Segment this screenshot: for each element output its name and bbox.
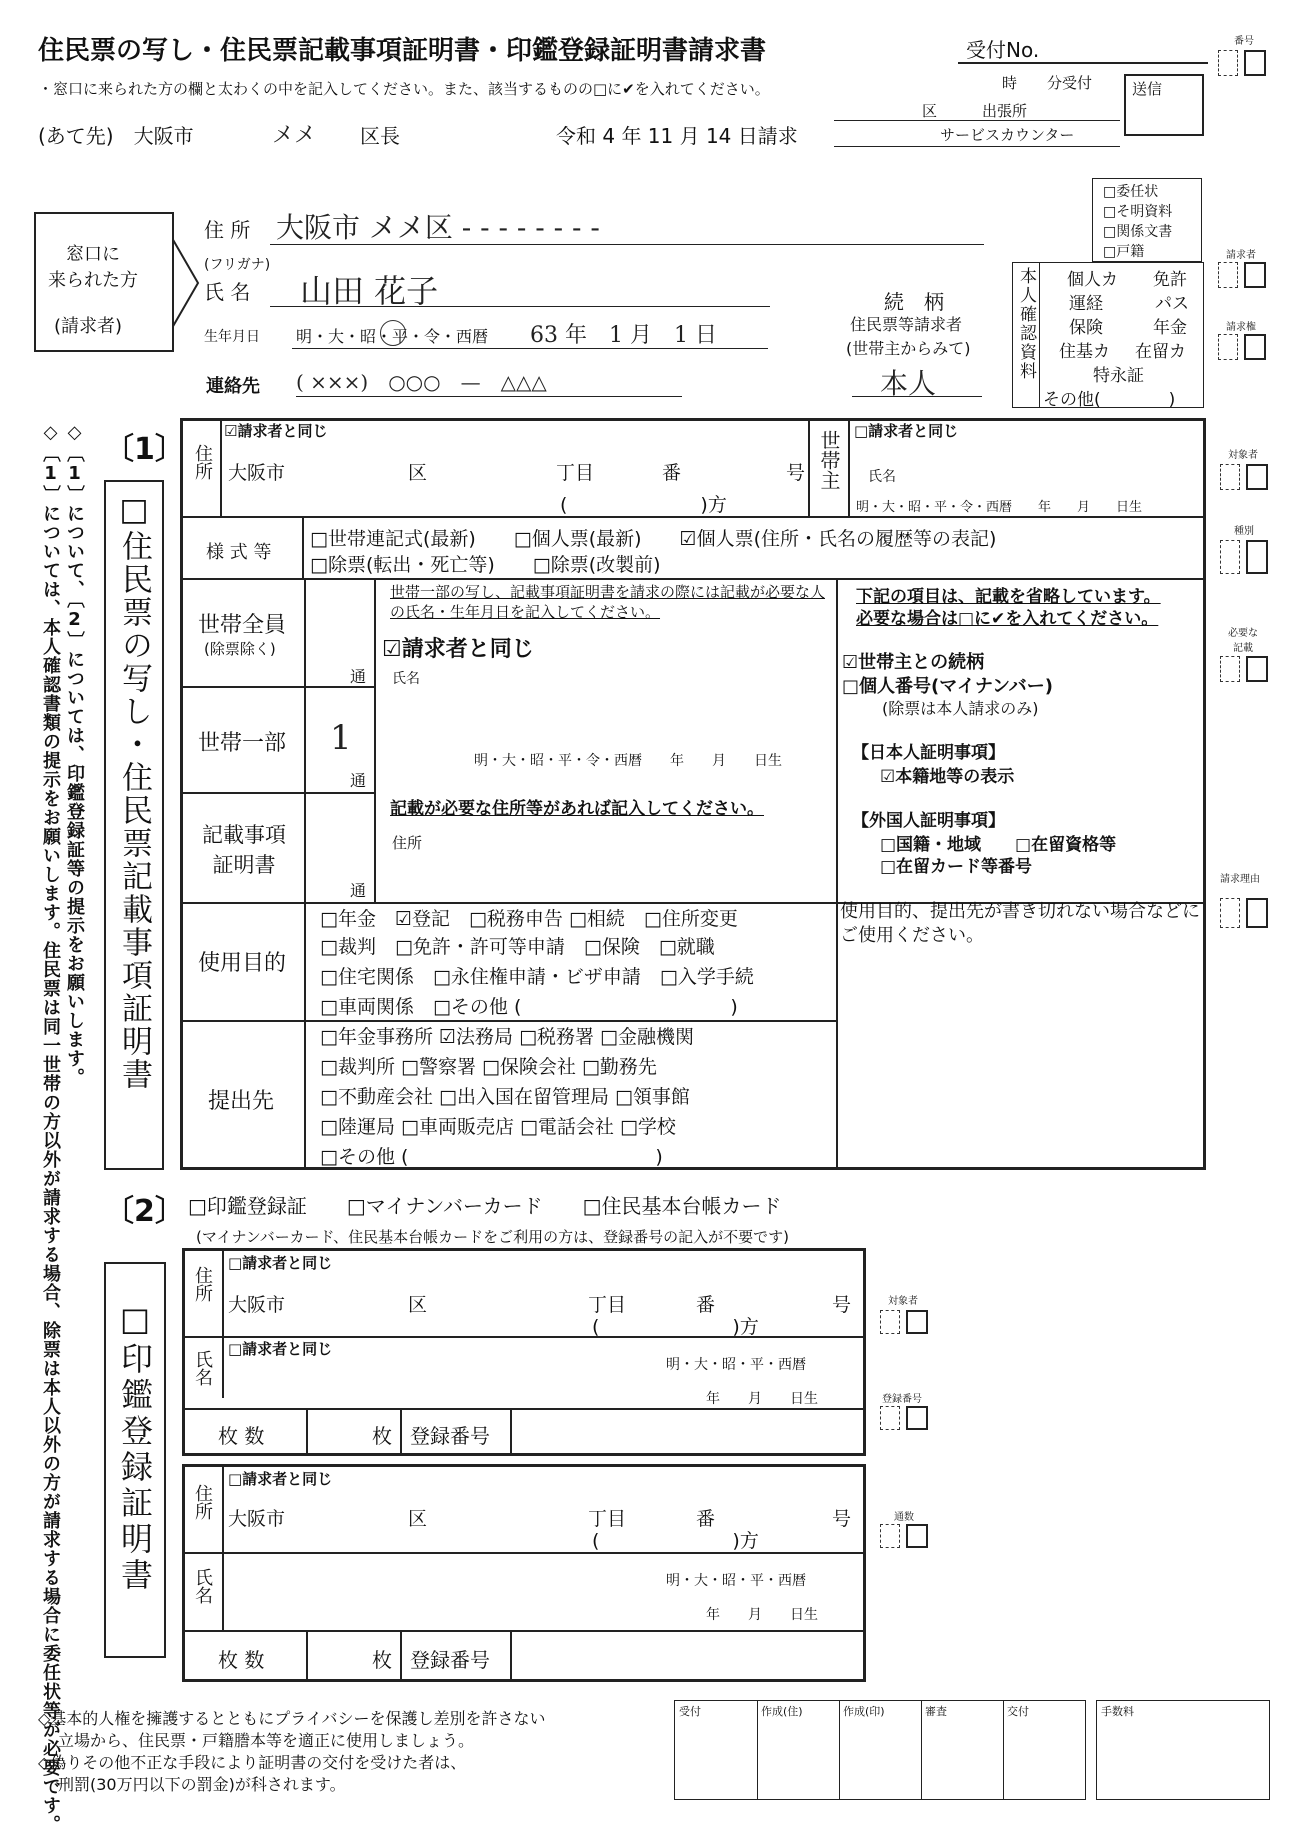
- s1-addr-note: 記載が必要な住所等があれば記入してください。: [390, 799, 764, 819]
- s1-head-dob: 明・大・昭・平・令・西暦 年 月 日生: [856, 500, 1143, 515]
- section2-marker: 〔2〕: [104, 1194, 185, 1229]
- arrow-right-icon: [172, 238, 202, 328]
- s2b-kata: ( )方: [592, 1530, 759, 1552]
- s1-side-needed-label: 必要な記載: [1228, 628, 1258, 654]
- office-col-create-in: 作成(印): [843, 1705, 885, 1718]
- s2b-ku: 区: [408, 1508, 428, 1530]
- section2-title: □印鑑登録証明書: [116, 1300, 154, 1594]
- side-right-box[interactable]: [1244, 334, 1266, 360]
- section2-title-box: [104, 1262, 166, 1658]
- s1-fr-item-2[interactable]: □在留カード等番号: [880, 857, 1033, 877]
- s2b-city: 大阪市: [228, 1508, 286, 1530]
- s1-side-reason-label: 請求理由: [1220, 874, 1260, 885]
- s1-side-target-box[interactable]: [1246, 464, 1268, 490]
- form-title: 住民票の写し・住民票記載事項証明書・印鑑登録証明書請求書: [38, 36, 767, 66]
- fee-box: [1096, 1700, 1270, 1800]
- name-value[interactable]: 山田 花子: [300, 272, 439, 310]
- addressee: (あて先) 大阪市: [38, 124, 194, 148]
- s2-side-target-dashed[interactable]: [880, 1310, 900, 1334]
- s2b-count-label: 枚 数: [218, 1648, 265, 1672]
- s1-jp-cert: 【日本人証明事項】: [852, 743, 1005, 763]
- s2a-ku: 区: [408, 1294, 428, 1316]
- s1-purpose-line-1[interactable]: □年金 ☑登記 □税務申告 □相続 □住所変更: [320, 908, 738, 930]
- s1-omit-note-2: 必要な場合は□に✔を入れてください。: [856, 609, 1159, 629]
- era-circle: [380, 320, 406, 346]
- form-instruction: ・窓口に来られた方の欄と太わくの中を記入してください。また、該当するものの□に✔を入れてください。: [38, 80, 770, 98]
- s2b-dob: 年 月 日生: [706, 1607, 818, 1623]
- ward-office-label: 区 出張所: [922, 102, 1028, 120]
- applicant-box: [34, 212, 174, 352]
- s1-cert-tsu: 通: [350, 881, 367, 900]
- fee-label: 手数料: [1101, 1705, 1134, 1718]
- relation-sub1: 住民票等請求者: [850, 315, 963, 334]
- s1-purpose-line-3[interactable]: □住宅関係 □永住権申請・ビザ申請 □入学手続: [320, 966, 754, 988]
- s1-purpose-line-4[interactable]: □車両関係 □その他 ( ): [320, 996, 738, 1018]
- s1-address-label: 住所: [192, 444, 213, 480]
- contact-value[interactable]: ( ×××) ○○○ — △△△: [296, 370, 547, 394]
- s1-dest-line-2[interactable]: □裁判所 □警察署 □保険会社 □勤務先: [320, 1056, 657, 1078]
- footer-note-1b: 立場から、住民票・戸籍謄本等を適正に使用しましょう。: [58, 1731, 475, 1750]
- s1-side-needed-box[interactable]: [1246, 656, 1268, 682]
- s2a-ban: 番: [696, 1294, 716, 1316]
- s2b-chome: 丁目: [588, 1508, 627, 1530]
- office-col-create-ju: 作成(住): [761, 1705, 803, 1718]
- s2-side-regno-dashed[interactable]: [880, 1406, 900, 1430]
- s1-head-label: 世帯主: [817, 430, 841, 490]
- s2a-mai: 枚: [372, 1424, 392, 1448]
- id-item-insurance[interactable]: 保険: [1069, 318, 1103, 338]
- s2a-same[interactable]: □請求者と同じ: [228, 1254, 333, 1272]
- s1-part-members: 世帯一部: [198, 731, 287, 756]
- time-label: 時 分受付: [1002, 74, 1093, 92]
- s2a-chome: 丁目: [588, 1294, 627, 1316]
- s2b-reg-no: 登録番号: [410, 1648, 490, 1672]
- reception-no-label: 受付No.: [966, 38, 1040, 62]
- s2a-kata: ( )方: [592, 1316, 759, 1338]
- s2a-reg-no: 登録番号: [410, 1424, 490, 1448]
- s1-all-members: 世帯全員: [198, 613, 287, 638]
- s1-side-type-label: 種別: [1234, 526, 1254, 537]
- section2-note: (マイナンバーカード、住民基本台帳カードをご利用の方は、登録番号の記入が不要です): [196, 1228, 789, 1246]
- s2b-name-label: 氏名: [192, 1568, 213, 1604]
- s1-ku: 区: [408, 462, 428, 484]
- address-value[interactable]: 大阪市 メメ区 - - - - - - - -: [276, 211, 600, 244]
- s1-city: 大阪市: [228, 462, 286, 484]
- s1-fr-cert: 【外国人証明事項】: [852, 811, 1005, 831]
- s1-dob-small: 明・大・昭・平・令・西暦 年 月 日生: [474, 753, 782, 769]
- attachment-proxy[interactable]: □委任状: [1103, 184, 1159, 200]
- footer-note-2b: 刑罰(30万円以下の罰金)が科されます。: [58, 1775, 346, 1794]
- s1-purpose-label: 使用目的: [198, 951, 287, 976]
- s1-ban: 番: [662, 462, 682, 484]
- section1-marker: 〔1〕: [104, 432, 185, 467]
- id-item-other[interactable]: その他( ): [1043, 390, 1176, 410]
- s1-omit-item-3: (除票は本人請求のみ): [882, 699, 1039, 718]
- s1-name-small: 氏名: [392, 671, 420, 687]
- s2a-count-label: 枚 数: [218, 1424, 265, 1448]
- office-col-issue: 交付: [1007, 1705, 1029, 1718]
- s2-side-regno-label: 登録番号: [882, 1394, 922, 1405]
- id-item-license[interactable]: 免許: [1153, 270, 1187, 290]
- attachment-related[interactable]: □関係文書: [1103, 224, 1173, 240]
- s1-addr-small: 住所: [392, 834, 423, 852]
- office-col-review: 審査: [925, 1705, 947, 1718]
- relation-sub2: (世帯主からみて): [846, 339, 971, 358]
- id-item-kojin[interactable]: 個人カ: [1067, 270, 1118, 290]
- section2-options[interactable]: □印鑑登録証 □マイナンバーカード □住民基本台帳カード: [188, 1194, 782, 1218]
- s1-same-as-requester[interactable]: ☑請求者と同じ: [224, 422, 328, 440]
- s1-dest-label: 提出先: [208, 1089, 275, 1114]
- s2b-same[interactable]: □請求者と同じ: [228, 1470, 333, 1488]
- side-requester-box-dashed[interactable]: [1218, 262, 1238, 288]
- furigana-label: (フリガナ): [204, 257, 271, 273]
- id-item-unkei[interactable]: 運経: [1069, 294, 1103, 314]
- dob-label: 生年月日: [204, 329, 260, 345]
- transmit-label: 送信: [1132, 80, 1163, 98]
- section1-title-box: [104, 480, 164, 1170]
- office-use-table: [674, 1700, 1086, 1800]
- relation-label: 続 柄: [884, 290, 944, 314]
- s1-omit-item-1[interactable]: ☑世帯主との続柄: [842, 652, 985, 673]
- attachments-box: [1092, 178, 1202, 262]
- s2-side-target-label: 対象者: [888, 1296, 918, 1307]
- s2a-era: 明・大・昭・平・西暦: [666, 1357, 806, 1373]
- s1-head-name-label: 氏名: [868, 469, 896, 485]
- side-requester-label: 請求者: [1226, 250, 1256, 261]
- side-right-box-dashed[interactable]: [1218, 334, 1238, 360]
- s1-side-needed-dashed[interactable]: [1220, 656, 1240, 682]
- s2b-ban: 番: [696, 1508, 716, 1530]
- id-check-box: [1012, 262, 1204, 408]
- id-item-passport[interactable]: パス: [1155, 294, 1189, 314]
- s1-same-big[interactable]: ☑請求者と同じ: [382, 637, 534, 662]
- side-requester-box[interactable]: [1244, 262, 1266, 288]
- s1-all-tsu: 通: [350, 667, 367, 686]
- relation-value[interactable]: 本人: [880, 367, 937, 400]
- contact-label: 連絡先: [206, 376, 260, 397]
- request-date: 令和 4 年 11 月 14 日請求: [556, 124, 798, 148]
- addressee-suffix: 区長: [360, 124, 400, 148]
- s1-omit-note-1: 下記の項目は、記載を省略しています。: [856, 587, 1161, 607]
- s1-format-label: 様 式 等: [206, 542, 272, 563]
- name-label: 氏 名: [204, 280, 251, 304]
- attachment-koseki[interactable]: □戸籍: [1103, 244, 1145, 260]
- s1-fr-item-1[interactable]: □国籍・地域 □在留資格等: [880, 835, 1117, 855]
- id-item-tokuei[interactable]: 特永証: [1093, 366, 1144, 386]
- footer-note-1: ◇基本的人権を擁護するとともにプライバシーを保護し差別を許さない: [38, 1709, 546, 1728]
- s1-purpose-line-2[interactable]: □裁判 □免許・許可等申請 □保険 □就職: [320, 936, 715, 958]
- s2a-name-same[interactable]: □請求者と同じ: [228, 1340, 333, 1358]
- attachment-proof[interactable]: □そ明資料: [1103, 204, 1173, 220]
- id-check-label: 本人確認資料: [1016, 267, 1036, 381]
- footer-note-2: ◇偽りその他不正な手段により証明書の交付を受けた者は、: [38, 1753, 467, 1772]
- s2b-go: 号: [832, 1508, 852, 1530]
- s1-omit-item-2[interactable]: □個人番号(マイナンバー): [842, 676, 1053, 697]
- s1-purpose-note: 使用目的、提出先が書き切れない場合などにご使用ください。: [840, 901, 1200, 946]
- id-item-pension[interactable]: 年金: [1153, 318, 1187, 338]
- s1-format-options-1[interactable]: □世帯連記式(最新) □個人票(最新) ☑個人票(住所・氏名の履歴等の表記): [310, 528, 997, 550]
- applicant-label-3: (請求者): [54, 316, 123, 337]
- s2a-city: 大阪市: [228, 1294, 286, 1316]
- s2-side-target-box[interactable]: [906, 1310, 928, 1334]
- s2b-mai: 枚: [372, 1648, 392, 1672]
- s1-head-same[interactable]: □請求者と同じ: [854, 422, 959, 440]
- address-label: 住 所: [204, 218, 251, 242]
- s1-side-target-dashed[interactable]: [1220, 464, 1240, 490]
- s1-side-reason-dashed[interactable]: [1220, 898, 1240, 928]
- s1-kata: ( )方: [560, 494, 727, 516]
- dob-era: 明・大・昭・平・令・西暦: [296, 327, 489, 346]
- id-item-zairyu[interactable]: 在留カ: [1135, 342, 1186, 362]
- applicant-label-2: 来られた方: [48, 270, 138, 291]
- transmit-box: [1124, 74, 1204, 136]
- s2a-name-label: 氏名: [192, 1350, 213, 1386]
- s1-part-count[interactable]: 1: [330, 718, 352, 758]
- s1-jp-item[interactable]: ☑本籍地等の表示: [880, 767, 1015, 787]
- s1-all-members-sub: (除票除く): [204, 640, 276, 658]
- number-box[interactable]: [1244, 50, 1266, 76]
- s2a-dob: 年 月 日生: [706, 1391, 818, 1407]
- s2-side-count-box[interactable]: [906, 1524, 928, 1548]
- s2-side-regno-box[interactable]: [906, 1406, 928, 1430]
- addressee-ward: メメ: [272, 123, 317, 148]
- s2b-address-label: 住所: [192, 1484, 213, 1520]
- s1-side-type-dashed[interactable]: [1220, 540, 1240, 574]
- section1-side-note-2: ◇〔1〕について、〔2〕については、印鑑登録証等の提示をお願いします。: [64, 422, 85, 1087]
- s2-side-count-dashed[interactable]: [880, 1524, 900, 1548]
- s2-side-count-label: 通数: [894, 1512, 914, 1523]
- s1-dest-line-5[interactable]: □その他 ( ): [320, 1146, 663, 1168]
- s1-format-options-2[interactable]: □除票(転出・死亡等) □除票(改製前): [310, 554, 661, 576]
- s1-side-type-box[interactable]: [1246, 540, 1268, 574]
- s2a-address-label: 住所: [192, 1266, 213, 1302]
- number-box-dashed[interactable]: [1218, 50, 1238, 76]
- side-right-label: 請求権: [1226, 322, 1256, 333]
- id-item-jukika[interactable]: 住基カ: [1059, 342, 1110, 362]
- s1-dest-line-3[interactable]: □不動産会社 □出入国在留管理局 □領事館: [320, 1086, 690, 1108]
- s1-chome: 丁目: [556, 462, 595, 484]
- s1-side-target-label: 対象者: [1228, 450, 1258, 461]
- s2b-era: 明・大・昭・平・西暦: [666, 1573, 806, 1589]
- section1-side-note: ◇〔1〕については、本人確認書類の提示をお願いします。住民票は同一世帯の方以外が請求する場合、除票は本人以外の方が請求する場合に委任状等が必要です。: [40, 422, 61, 1834]
- s1-cert: 記載事項証明書: [202, 823, 286, 877]
- s1-dest-line-1[interactable]: □年金事務所 ☑法務局 □税務署 □金融機関: [320, 1026, 695, 1048]
- s1-part-note: 世帯一部の写し、記載事項証明書を請求の際には記載が必要な人の氏名・生年月日を記入してください。: [390, 583, 826, 621]
- service-counter-label: サービスカウンター: [940, 126, 1075, 144]
- number-label: 番号: [1234, 36, 1254, 47]
- dob-value[interactable]: 63 年 1 月 1 日: [530, 323, 717, 348]
- s1-side-reason-box[interactable]: [1246, 898, 1268, 928]
- section1-title: □住民票の写し・住民票記載事項証明書: [116, 492, 152, 1091]
- s1-go: 号: [786, 462, 806, 484]
- office-col-reception: 受付: [679, 1705, 701, 1718]
- s2a-go: 号: [832, 1294, 852, 1316]
- applicant-label-1: 窓口に: [66, 244, 120, 265]
- s1-dest-line-4[interactable]: □陸運局 □車両販売店 □電話会社 □学校: [320, 1116, 676, 1138]
- s1-part-tsu: 通: [350, 771, 367, 790]
